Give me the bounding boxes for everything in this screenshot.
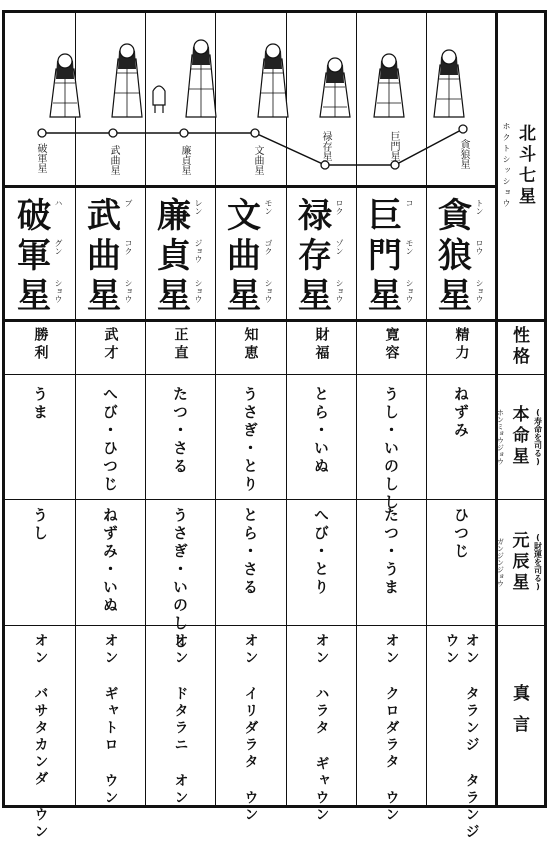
honmei-sub: (寿命を司る) bbox=[533, 407, 543, 466]
star-name-cell bbox=[216, 185, 285, 319]
star-name-char: 曲 bbox=[227, 236, 261, 276]
star-name-ruby: ジョウ bbox=[194, 239, 203, 263]
star-name-cell bbox=[76, 185, 145, 319]
star-name-char: 門 bbox=[368, 236, 402, 276]
figure-label: 禄存星 bbox=[320, 131, 331, 161]
star-name-ruby: トン bbox=[475, 199, 484, 215]
star-name-char: 文 bbox=[227, 196, 261, 236]
ganshin-label-cell bbox=[495, 499, 544, 625]
ganshin-cell bbox=[146, 499, 215, 651]
mantra-text: オン バサタカンダ ウン bbox=[32, 633, 49, 841]
star-name-ruby: ショウ bbox=[124, 279, 133, 303]
honmei-cell bbox=[76, 374, 145, 499]
trait-cell bbox=[76, 319, 145, 374]
honmei-label-cell bbox=[495, 374, 544, 499]
ganshin-cell bbox=[6, 499, 75, 625]
star-dot bbox=[38, 129, 46, 137]
star-name-char: 星 bbox=[17, 276, 51, 316]
honmei-cell bbox=[146, 374, 215, 499]
figure-label: 文曲星 bbox=[252, 145, 263, 175]
mantra-cell bbox=[6, 625, 75, 841]
ganshin-text: とら・さる bbox=[241, 507, 259, 597]
star-name-ruby: ゾン bbox=[335, 239, 344, 255]
deity-figure bbox=[320, 58, 350, 117]
trait-cell bbox=[357, 319, 426, 374]
star-name-ruby: ショウ bbox=[475, 279, 484, 303]
honmei-text: うさぎ・とり bbox=[241, 386, 259, 494]
star-name-char: 曲 bbox=[87, 236, 121, 276]
honmei-ruby: ホンミョウジョウ bbox=[496, 408, 505, 465]
star-name-cell bbox=[287, 185, 356, 319]
trait-text: 正直 bbox=[172, 327, 189, 363]
star-dot bbox=[109, 129, 117, 137]
star-name-ruby: モン bbox=[264, 199, 273, 215]
mantra-text: ウン bbox=[443, 633, 460, 667]
ganshin-text: へび・とり bbox=[312, 507, 330, 597]
figure-label: 巨門星 bbox=[388, 131, 399, 161]
star-name-char: 星 bbox=[368, 276, 402, 316]
mantra-cell bbox=[76, 625, 145, 805]
star-name-char: 巨 bbox=[368, 196, 402, 236]
honmei-text: ねずみ bbox=[452, 386, 470, 440]
trait-cell bbox=[287, 319, 356, 374]
star-name-cell bbox=[357, 185, 426, 319]
star-name-ruby: ショウ bbox=[335, 279, 344, 303]
star-name-ruby: コ bbox=[405, 199, 414, 207]
deity-figure bbox=[374, 54, 404, 117]
figure-label: 武曲星 bbox=[108, 145, 119, 175]
honmei-cell bbox=[216, 374, 285, 499]
star-name-ruby: ハ bbox=[54, 199, 63, 207]
ganshin-cell bbox=[76, 499, 145, 625]
star-dot bbox=[180, 129, 188, 137]
mantra-cell bbox=[427, 625, 496, 841]
star-name-cell bbox=[146, 185, 215, 319]
trait-label: 性格 bbox=[509, 325, 529, 368]
trait-text: 財福 bbox=[313, 327, 330, 363]
ganshin-sub: (財運を司る) bbox=[533, 533, 543, 591]
deity-figure bbox=[434, 50, 464, 117]
star-name-ruby: ショウ bbox=[405, 279, 414, 303]
mantra-label: 真言 bbox=[509, 684, 529, 746]
ganshin-text: うし bbox=[31, 507, 49, 543]
trait-cell bbox=[146, 319, 215, 374]
ganshin-ruby: ガンジンジョウ bbox=[496, 537, 505, 587]
deity-figure bbox=[186, 40, 216, 117]
mantra-cell bbox=[146, 625, 215, 805]
honmei-cell bbox=[357, 374, 426, 512]
mantra-text: オン タランジ タランジ bbox=[463, 633, 480, 841]
ganshin-cell bbox=[216, 499, 285, 625]
honmei-cell bbox=[427, 374, 496, 499]
header-title: 北斗七星 bbox=[515, 124, 535, 208]
figure-label: 貪狼星 bbox=[458, 139, 469, 169]
honmei-text: うし・いのしし bbox=[382, 386, 400, 512]
trait-text: 寛容 bbox=[383, 327, 400, 363]
star-name-cell bbox=[427, 185, 496, 319]
ganshin-cell bbox=[287, 499, 356, 625]
star-name-ruby: ショウ bbox=[54, 279, 63, 303]
star-name-char: 貞 bbox=[157, 236, 191, 276]
ganshin-label: 元辰星 bbox=[508, 530, 529, 594]
trait-label-cell bbox=[495, 319, 544, 374]
star-name-ruby: レン bbox=[194, 199, 203, 215]
ganshin-text: ひつじ bbox=[452, 507, 470, 561]
deity-figure bbox=[50, 54, 80, 117]
star-name-char: 軍 bbox=[17, 236, 51, 276]
honmei-text: たつ・さる bbox=[171, 386, 189, 476]
star-name-char: 星 bbox=[438, 276, 472, 316]
figure-label: 破軍星 bbox=[35, 143, 46, 173]
star-name-char: 狼 bbox=[438, 236, 472, 276]
star-name-char: 星 bbox=[298, 276, 332, 316]
star-name-cell bbox=[6, 185, 75, 319]
mantra-label-cell bbox=[495, 625, 544, 805]
trait-text: 知恵 bbox=[242, 327, 259, 363]
mantra-text: オン クロダラタ ウン bbox=[383, 633, 400, 824]
honmei-cell bbox=[6, 374, 75, 499]
honmei-label: 本命星 bbox=[508, 405, 529, 468]
ganshin-cell bbox=[427, 499, 496, 625]
ganshin-text: たつ・うま bbox=[382, 507, 400, 597]
mantra-cell bbox=[216, 625, 285, 824]
mantra-cell bbox=[357, 625, 426, 824]
header-title-ruby: ホクトシッショウ bbox=[502, 122, 511, 210]
star-name-ruby: ロウ bbox=[475, 239, 484, 255]
trait-cell bbox=[216, 319, 285, 374]
star-name-char: 禄 bbox=[298, 196, 332, 236]
trait-cell bbox=[6, 319, 75, 374]
trait-text: 精力 bbox=[453, 327, 470, 363]
star-name-ruby: ゴク bbox=[264, 239, 273, 255]
honmei-cell bbox=[287, 374, 356, 499]
star-dot bbox=[251, 129, 259, 137]
star-name-char: 破 bbox=[17, 196, 51, 236]
star-name-ruby: コク bbox=[124, 239, 133, 255]
star-name-ruby: ロク bbox=[335, 199, 344, 215]
star-name-char: 武 bbox=[87, 196, 121, 236]
deity-figure bbox=[112, 44, 142, 117]
table-frame bbox=[2, 10, 547, 841]
mantra-cell bbox=[287, 625, 356, 824]
mantra-text: オン ドタラニ オン bbox=[172, 633, 189, 807]
star-dot bbox=[459, 125, 467, 133]
star-name-char: 星 bbox=[87, 276, 121, 316]
star-name-ruby: ショウ bbox=[264, 279, 273, 303]
honmei-text: とら・いぬ bbox=[312, 386, 330, 476]
star-name-char: 貪 bbox=[438, 196, 472, 236]
honmei-text: へび・ひつじ bbox=[101, 386, 119, 494]
star-name-char: 星 bbox=[157, 276, 191, 316]
star-name-char: 星 bbox=[227, 276, 261, 316]
ganshin-text: ねずみ・いぬ bbox=[101, 507, 119, 615]
honmei-text: うま bbox=[31, 386, 49, 422]
ganshin-text: うさぎ・いのしし bbox=[171, 507, 189, 651]
deity-figure bbox=[258, 44, 288, 117]
animal-figure bbox=[153, 86, 165, 113]
star-name-char: 存 bbox=[298, 236, 332, 276]
mantra-text: オン イリダラタ ウン bbox=[242, 633, 259, 824]
star-name-ruby: ブ bbox=[124, 199, 133, 207]
mantra-text: オン ハラタ ギャウン bbox=[313, 633, 330, 824]
ganshin-cell bbox=[357, 499, 426, 625]
header-title-cell bbox=[495, 13, 544, 319]
trait-text: 勝利 bbox=[32, 327, 49, 363]
mantra-text: オン ギャトロ ウン bbox=[102, 633, 119, 807]
trait-text: 武才 bbox=[102, 327, 119, 363]
star-name-char: 廉 bbox=[157, 196, 191, 236]
star-name-ruby: グン bbox=[54, 239, 63, 255]
figure-label: 廉貞星 bbox=[179, 145, 190, 175]
trait-cell bbox=[427, 319, 496, 374]
star-name-ruby: モン bbox=[405, 239, 414, 255]
star-name-ruby: ショウ bbox=[194, 279, 203, 303]
